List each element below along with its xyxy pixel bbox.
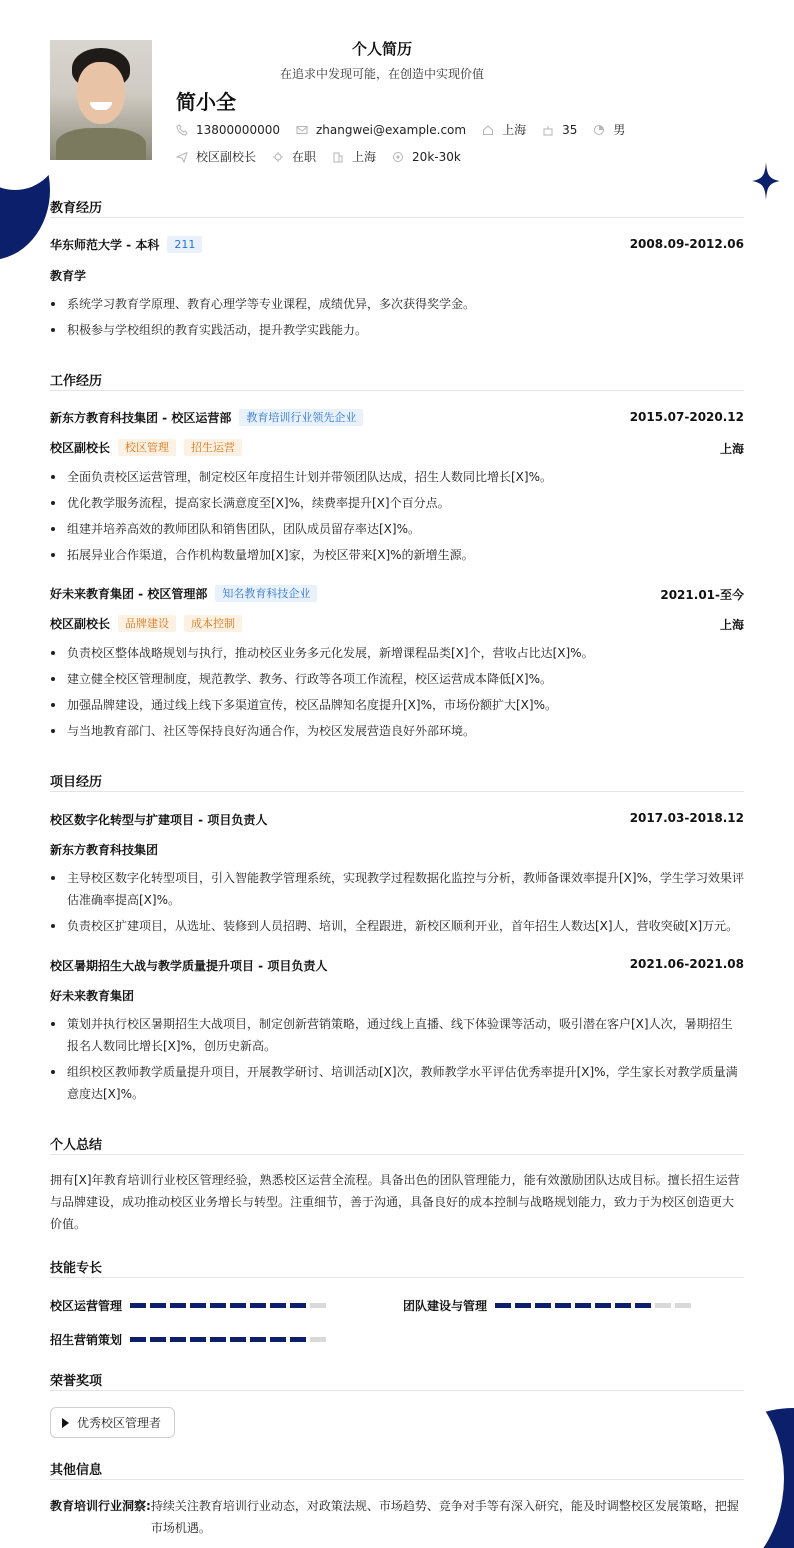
skill-item bbox=[50, 1331, 330, 1348]
skill-level-segment bbox=[230, 1337, 246, 1342]
city-item bbox=[482, 121, 526, 138]
role-tag: 成本控制 bbox=[184, 615, 242, 632]
skill-level-bar bbox=[130, 1303, 330, 1308]
age-icon bbox=[542, 124, 554, 136]
section-title-skills: 技能专长 bbox=[50, 1261, 103, 1276]
skill-level-segment bbox=[675, 1303, 691, 1308]
education-period: 2008.09-2012.06 bbox=[629, 237, 744, 251]
section-divider bbox=[50, 791, 744, 792]
skill-level-segment bbox=[210, 1303, 226, 1308]
skill-level-bar bbox=[495, 1303, 695, 1308]
email-item bbox=[296, 123, 466, 137]
skill-item bbox=[50, 1297, 330, 1314]
education-school: 华东师范大学 - 本科 211 bbox=[50, 236, 202, 253]
salary-item bbox=[392, 150, 461, 164]
project-period: 2017.03-2018.12 bbox=[629, 811, 744, 825]
education-bullet: 系统学习教育学原理、教育心理学等专业课程，成绩优异，多次获得奖学金。 bbox=[50, 293, 744, 315]
gender-icon bbox=[593, 124, 605, 136]
status-item bbox=[272, 148, 316, 165]
section-title-other: 其他信息 bbox=[50, 1463, 103, 1478]
skill-level-segment bbox=[290, 1303, 306, 1308]
project-name: 校区数字化转型与扩建项目 - 项目负责人 bbox=[50, 813, 268, 827]
skill-level-segment bbox=[615, 1303, 631, 1308]
skill-level-segment bbox=[190, 1337, 206, 1342]
summary-text: 拥有[X]年教育培训行业校区管理经验，熟悉校区运营全流程。具备出色的团队管理能力，能有效激励团队达成目标。擅长招生运营与品牌建设，成功推动校区业务增长与转型。注重细节，善于沟通，具备良好的成本控制与战略规划能力，致力于为校区创造更大价值。 bbox=[50, 1173, 740, 1231]
skill-level-segment bbox=[535, 1303, 551, 1308]
job-intent-row bbox=[176, 148, 477, 165]
work-bullet: 与当地教育部门、社区等保持良好沟通合作，为校区发展营造良好外部环境。 bbox=[50, 720, 744, 742]
city-value: 上海 bbox=[502, 123, 527, 137]
project-bullet: 主导校区数字化转型项目，引入智能教学管理系统，实现教学过程数据化监控与分析，教师备课效率提升[X]%，学生学习效果评估准确率提高[X]%。 bbox=[50, 867, 744, 911]
project-org: 新东方教育科技集团 bbox=[50, 843, 159, 857]
skill-level-bar bbox=[130, 1337, 330, 1342]
salary-icon bbox=[392, 151, 404, 163]
skill-level-segment bbox=[170, 1303, 186, 1308]
profile-photo bbox=[50, 40, 152, 160]
skill-level-segment bbox=[310, 1303, 326, 1308]
work-bullet: 优化教学服务流程，提高家长满意度至[X]%，续费率提升[X]个百分点。 bbox=[50, 492, 744, 514]
mail-icon bbox=[296, 124, 308, 136]
skill-level-segment bbox=[290, 1337, 306, 1342]
skill-level-segment bbox=[270, 1337, 286, 1342]
section-title-awards: 荣誉奖项 bbox=[50, 1374, 103, 1389]
project-bullet: 组织校区教师教学质量提升项目，开展教学研讨、培训活动[X]次，教师教学水平评估优秀率提升[X]%，学生家长对教学质量满意度达[X]%。 bbox=[50, 1061, 744, 1105]
other-info-text: 持续关注教育培训行业动态，对政策法规、市场趋势、竞争对手等有深入研究，能及时调整校区发展策略，把握市场机遇。 bbox=[150, 1499, 739, 1535]
skill-level-segment bbox=[635, 1303, 651, 1308]
skill-level-segment bbox=[495, 1303, 511, 1308]
skill-level-segment bbox=[575, 1303, 591, 1308]
section-title-summary: 个人总结 bbox=[50, 1138, 103, 1153]
skill-level-segment bbox=[210, 1337, 226, 1342]
skill-level-segment bbox=[515, 1303, 531, 1308]
status-value: 在职 bbox=[292, 150, 317, 164]
work-role: 校区副校长 品牌建设 成本控制 bbox=[50, 615, 242, 632]
target-position-item bbox=[176, 148, 256, 165]
work-period: 2015.07-2020.12 bbox=[629, 410, 744, 424]
skill-level-segment bbox=[250, 1337, 266, 1342]
age-item bbox=[542, 123, 577, 137]
section-divider bbox=[50, 217, 744, 218]
phone-value: 13800000000 bbox=[196, 122, 280, 137]
work-role: 校区副校长 校区管理 招生运营 bbox=[50, 439, 242, 456]
send-icon bbox=[176, 151, 188, 163]
award-chip bbox=[50, 1407, 175, 1438]
skill-level-segment bbox=[250, 1303, 266, 1308]
project-period: 2021.06-2021.08 bbox=[629, 957, 744, 971]
company-tag: 教育培训行业领先企业 bbox=[239, 409, 363, 426]
skill-level-segment bbox=[655, 1303, 671, 1308]
play-triangle-icon bbox=[62, 1418, 69, 1428]
target-position-value: 校区副校长 bbox=[196, 150, 257, 164]
company-tag: 知名教育科技企业 bbox=[215, 585, 317, 602]
work-city: 上海 bbox=[719, 618, 744, 632]
other-info bbox=[50, 1495, 744, 1539]
skill-level-segment bbox=[190, 1303, 206, 1308]
section-title-project: 项目经历 bbox=[50, 775, 103, 790]
work-company: 新东方教育科技集团 - 校区运营部 教育培训行业领先企业 bbox=[50, 409, 363, 426]
target-city-value: 上海 bbox=[352, 150, 377, 164]
project-bullet: 负责校区扩建项目，从选址、装修到人员招聘、培训，全程跟进，新校区顺利开业，首年招生人数达[X]人，营收突破[X]万元。 bbox=[50, 915, 744, 937]
candidate-name: 简小全 bbox=[176, 90, 236, 114]
contact-info-row bbox=[176, 121, 641, 138]
skill-level-segment bbox=[170, 1337, 186, 1342]
project-org: 好未来教育集团 bbox=[50, 989, 135, 1003]
work-bullet: 负责校区整体战略规划与执行，推动校区业务多元化发展，新增课程品类[X]个，营收占比达[X]%。 bbox=[50, 642, 744, 664]
sparkle-star-icon bbox=[752, 162, 780, 200]
education-major: 教育学 bbox=[50, 269, 87, 283]
project-name: 校区暑期招生大战与教学质量提升项目 - 项目负责人 bbox=[50, 959, 328, 973]
skill-level-segment bbox=[150, 1303, 166, 1308]
section-divider bbox=[50, 1479, 744, 1480]
skill-level-segment bbox=[130, 1303, 146, 1308]
section-title-work: 工作经历 bbox=[50, 374, 103, 389]
skill-level-segment bbox=[555, 1303, 571, 1308]
gender-value: 男 bbox=[613, 123, 626, 137]
section-divider bbox=[50, 1277, 744, 1278]
role-tag: 品牌建设 bbox=[118, 615, 176, 632]
work-bullet: 拓展异业合作渠道，合作机构数量增加[X]家，为校区带来[X]%的新增生源。 bbox=[50, 544, 744, 566]
section-divider bbox=[50, 1390, 744, 1391]
target-city-item bbox=[332, 148, 376, 165]
skill-level-segment bbox=[310, 1337, 326, 1342]
school-tag: 211 bbox=[167, 236, 202, 253]
project-bullet: 策划并执行校区暑期招生大战项目，制定创新营销策略，通过线上直播、线下体验课等活动，吸引潜在客户[X]人次，暑期招生报名人数同比增长[X]%，创历史新高。 bbox=[50, 1013, 744, 1057]
email-value: zhangwei@example.com bbox=[315, 122, 467, 137]
skill-level-segment bbox=[230, 1303, 246, 1308]
resume-title: 个人简历 bbox=[351, 40, 412, 58]
work-bullet: 建立健全校区管理制度，规范教学、教务、行政等各项工作流程，校区运营成本降低[X]%。 bbox=[50, 668, 744, 690]
work-period: 2021.01-至今 bbox=[660, 588, 744, 602]
work-company: 好未来教育集团 - 校区管理部 知名教育科技企业 bbox=[50, 585, 317, 602]
skill-name: 团队建设与管理 bbox=[403, 1299, 488, 1313]
section-title-education: 教育经历 bbox=[50, 201, 103, 216]
building-icon bbox=[332, 151, 344, 163]
skill-item bbox=[403, 1297, 695, 1314]
work-city: 上海 bbox=[719, 442, 744, 456]
phone-icon bbox=[176, 124, 188, 136]
home-icon bbox=[482, 124, 494, 136]
work-bullet: 组建并培养高效的教师团队和销售团队，团队成员留存率达[X]%。 bbox=[50, 518, 744, 540]
gender-item bbox=[593, 121, 625, 138]
other-info-label: 教育培训行业洞察: bbox=[50, 1499, 151, 1513]
role-tag: 招生运营 bbox=[184, 439, 242, 456]
skill-level-segment bbox=[130, 1337, 146, 1342]
award-label: 优秀校区管理者 bbox=[77, 1416, 162, 1430]
skill-name: 校区运营管理 bbox=[50, 1299, 123, 1313]
skill-level-segment bbox=[270, 1303, 286, 1308]
section-divider bbox=[50, 1154, 744, 1155]
resume-slogan: 在追求中发现可能，在创造中实现价值 bbox=[279, 67, 484, 81]
role-tag: 校区管理 bbox=[118, 439, 176, 456]
section-divider bbox=[50, 390, 744, 391]
phone-item bbox=[176, 123, 280, 137]
skill-level-segment bbox=[595, 1303, 611, 1308]
skill-level-segment bbox=[150, 1337, 166, 1342]
salary-value: 20k-30k bbox=[412, 149, 461, 164]
status-icon bbox=[272, 151, 284, 163]
age-value: 35 bbox=[562, 122, 578, 137]
education-bullet: 积极参与学校组织的教育实践活动，提升教学实践能力。 bbox=[50, 319, 744, 341]
work-bullet: 加强品牌建设，通过线上线下多渠道宣传，校区品牌知名度提升[X]%，市场份额扩大[X]%。 bbox=[50, 694, 744, 716]
skill-name: 招生营销策划 bbox=[50, 1333, 123, 1347]
work-bullet: 全面负责校区运营管理，制定校区年度招生计划并带领团队达成，招生人数同比增长[X]%。 bbox=[50, 466, 744, 488]
